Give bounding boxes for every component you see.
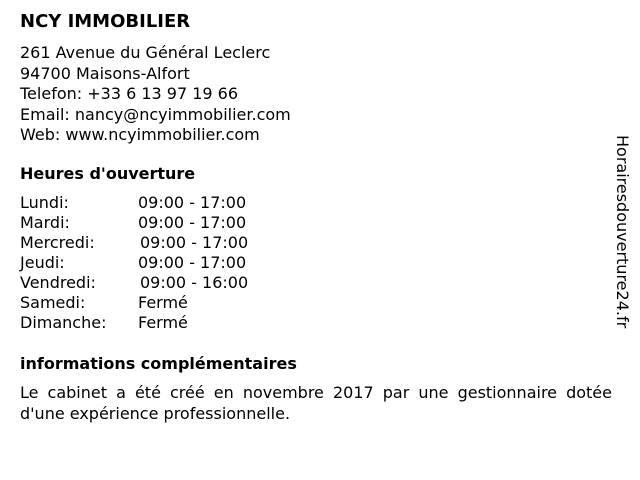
hours-row-thursday bbox=[20, 253, 320, 273]
day-label: Samedi: bbox=[20, 293, 86, 312]
hours-row-monday bbox=[20, 193, 320, 213]
hours-heading: Heures d'ouverture bbox=[20, 164, 196, 183]
hours-row-wednesday bbox=[20, 233, 320, 253]
time-value: 09:00 - 17:00 bbox=[138, 253, 247, 272]
phone-line: Telefon: +33 6 13 97 19 66 bbox=[20, 84, 239, 103]
day-label: Mercredi: bbox=[20, 233, 95, 252]
time-value: 09:00 - 17:00 bbox=[138, 213, 247, 232]
time-value: Fermé bbox=[138, 313, 188, 332]
hours-row-sunday bbox=[20, 313, 320, 333]
watermark-text: Horairesdouverture24.fr bbox=[613, 135, 632, 329]
time-value: 09:00 - 17:00 bbox=[138, 193, 247, 212]
info-heading: informations complémentaires bbox=[20, 354, 297, 373]
city-address: 94700 Maisons-Alfort bbox=[20, 63, 190, 83]
business-name: NCY IMMOBILIER bbox=[20, 11, 191, 32]
time-value: 09:00 - 17:00 bbox=[140, 233, 249, 252]
day-label: Jeudi: bbox=[20, 253, 65, 272]
hours-row-saturday bbox=[20, 293, 320, 313]
hours-table bbox=[20, 193, 320, 333]
day-label: Lundi: bbox=[20, 193, 69, 212]
watermark bbox=[610, 135, 634, 345]
day-label: Mardi: bbox=[20, 213, 70, 232]
contact-block bbox=[20, 43, 291, 146]
info-text: Le cabinet a été créé en novembre 2017 par une gestionnaire dotée d'une expérience professionnelle. bbox=[20, 383, 612, 423]
day-label: Dimanche: bbox=[20, 313, 107, 332]
time-value: Fermé bbox=[138, 293, 188, 312]
day-label: Vendredi: bbox=[20, 273, 96, 292]
email-line: Email: nancy@ncyimmobilier.com bbox=[20, 104, 291, 124]
web-line: Web: www.ncyimmobilier.com bbox=[20, 125, 260, 144]
street-address: 261 Avenue du Général Leclerc bbox=[20, 43, 271, 62]
hours-row-friday bbox=[20, 273, 320, 293]
time-value: 09:00 - 16:00 bbox=[140, 273, 249, 292]
hours-row-tuesday bbox=[20, 213, 320, 233]
